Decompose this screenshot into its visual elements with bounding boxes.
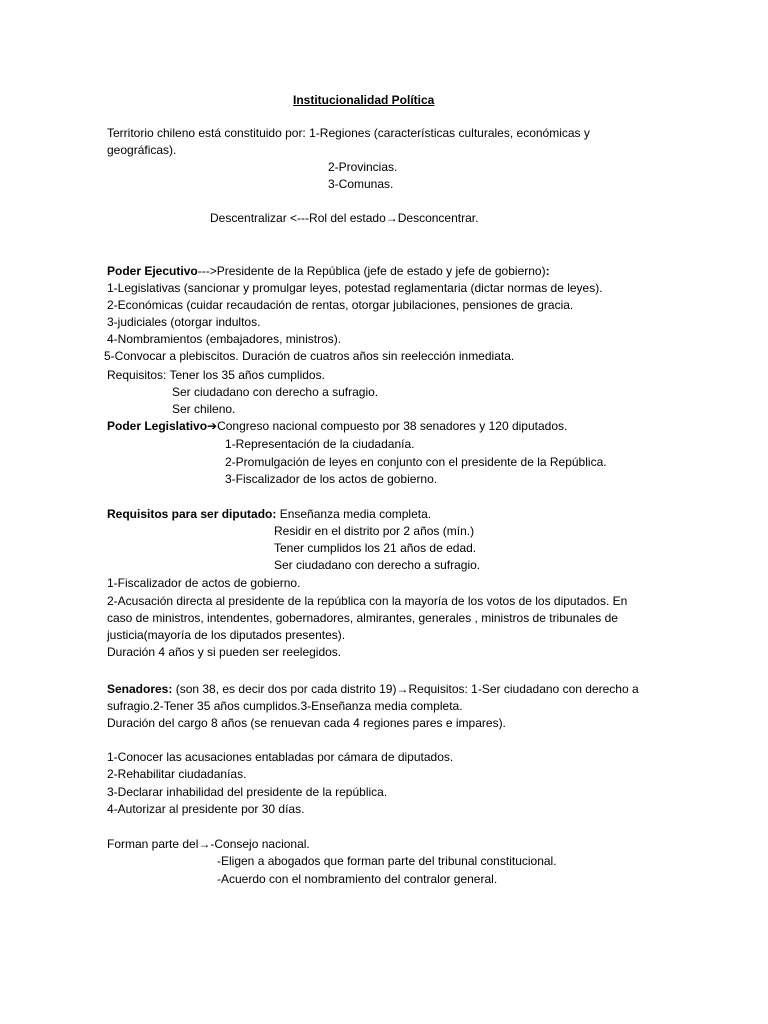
legislativo-heading <box>107 418 567 435</box>
diputados-line: Duración 4 años y si pueden ser reelegidos. <box>107 645 342 659</box>
senadores-heading <box>107 681 639 698</box>
legislativo-item: 1-Representación de la ciudadanía. <box>225 437 415 451</box>
legislativo-item: 3-Fiscalizador de los actos de gobierno. <box>225 472 438 486</box>
requisito-item: Ser chileno. <box>172 402 236 416</box>
forman-parte-item: -Eligen a abogados que forman parte del tribunal constitucional. <box>217 854 557 868</box>
requisitos-label: Requisitos: <box>107 368 167 382</box>
diputados-line: 2-Acusación directa al presidente de la república con la mayoría de los votos de los diputados. En <box>107 594 628 608</box>
forman-parte-line: Forman parte del→-Consejo nacional. <box>107 837 310 851</box>
diputados-line: 1-Fiscalizador de actos de gobierno. <box>107 576 301 590</box>
territorio-line-1: Territorio chileno está constituido por: 1-Regiones (características culturales, económicas y <box>107 126 590 140</box>
diputados-first: Enseñanza media completa. <box>276 507 432 521</box>
legislativo-rest: Congreso nacional compuesto por 38 senadores y 120 diputados. <box>217 419 568 433</box>
ejecutivo-label: Poder Ejecutivo <box>107 264 198 278</box>
senadores-label: Senadores: <box>107 682 173 696</box>
legislativo-label: Poder Legislativo <box>107 419 208 433</box>
senadores-funcion: 1-Conocer las acusaciones entabladas por cámara de diputados. <box>107 750 454 764</box>
arrow-icon: ➔ <box>207 419 218 433</box>
legislativo-item: 2-Promulgación de leyes en conjunto con el presidente de la República. <box>225 455 607 469</box>
ejecutivo-item: 4-Nombramientos (embajadores, ministros). <box>107 332 342 346</box>
diputados-requisito: Residir en el distrito por 2 años (mín.) <box>274 524 475 538</box>
diputados-label: Requisitos para ser diputado: <box>107 507 277 521</box>
diputados-line: justicia(mayoría de los diputados presentes). <box>107 628 346 642</box>
ejecutivo-item: 3-judiciales (otorgar indultos. <box>107 315 261 329</box>
senadores-funcion: 2-Rehabilitar ciudadanías. <box>107 767 247 781</box>
ejecutivo-colon: : <box>545 264 550 278</box>
diputados-requisito: Tener cumplidos los 21 años de edad. <box>274 541 477 555</box>
ejecutivo-item: 2-Económicas (cuidar recaudación de rentas, otorgar jubilaciones, pensiones de gracia. <box>107 298 574 312</box>
diputados-requisito: Ser ciudadano con derecho a sufragio. <box>274 558 481 572</box>
territorio-comunas: 3-Comunas. <box>328 177 394 191</box>
rol-estado-line: Descentralizar <---Rol del estado→Desconcentrar. <box>210 211 479 225</box>
ejecutivo-item: 5-Convocar a plebiscitos. Duración de cuatros años sin reelección inmediata. <box>104 349 515 363</box>
forman-parte-item: -Acuerdo con el nombramiento del contralor general. <box>217 872 498 886</box>
senadores-rest: (son 38, es decir dos por cada distrito 19)→Requisitos: 1-Ser ciudadano con derecho a <box>172 682 639 696</box>
senadores-line: sufragio.2-Tener 35 años cumplidos.3-Enseñanza media completa. <box>107 699 463 713</box>
senadores-funcion: 3-Declarar inhabilidad del presidente de la república. <box>107 785 388 799</box>
ejecutivo-item: 1-Legislativas (sancionar y promulgar leyes, potestad reglamentaria (dictar normas de leyes). <box>107 281 603 295</box>
page-title: Institucionalidad Política <box>293 93 435 107</box>
senadores-funcion: 4-Autorizar al presidente por 30 días. <box>107 802 305 816</box>
diputados-heading <box>107 506 431 523</box>
requisitos-first: Tener los 35 años cumplidos. <box>166 368 325 382</box>
diputados-line: caso de ministros, intendentes, gobernadores, almirantes, generales , ministros de tribunales de <box>107 611 618 625</box>
ejecutivo-heading <box>107 263 550 280</box>
ejecutivo-requisitos <box>107 367 325 384</box>
territorio-provincias: 2-Provincias. <box>328 160 398 174</box>
senadores-line: Duración del cargo 8 años (se renuevan cada 4 regiones pares e impares). <box>107 716 506 730</box>
requisito-item: Ser ciudadano con derecho a sufragio. <box>172 385 379 399</box>
ejecutivo-rest: --->Presidente de la República (jefe de estado y jefe de gobierno) <box>197 264 546 278</box>
territorio-line-2: geográficas). <box>107 143 177 157</box>
